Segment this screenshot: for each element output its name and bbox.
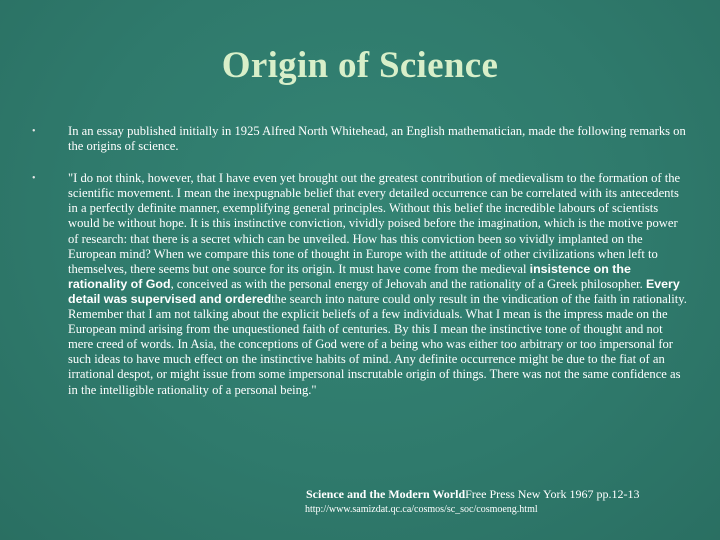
bullet-icon: • bbox=[32, 126, 36, 137]
bullet-intro-text: In an essay published initially in 1925 Alfred North Whitehead, an English mathematician, made the following remarks on the origins of science. bbox=[68, 124, 686, 154]
quote-emphasis-ordered: Every detail was supervised and ordered bbox=[68, 276, 680, 306]
citation-publisher: Free Press New York 1967 pp.12-13 bbox=[465, 487, 640, 501]
bullet-icon: • bbox=[32, 173, 36, 185]
source-url: http://www.samizdat.qc.ca/cosmos/sc_soc/cosmoeng.html bbox=[305, 504, 538, 515]
citation-book-title: Science and the Modern World bbox=[306, 487, 466, 501]
citation bbox=[306, 487, 639, 502]
quote-text-2: , conceived as with the personal energy of Jehovah and the rationality of a Greek philosopher. bbox=[170, 276, 646, 291]
bullet-list bbox=[32, 124, 688, 415]
quote-emphasis-rationality: insistence on the rationality of God bbox=[68, 261, 631, 291]
quote-text-3: the search into nature could only result in the vindication of the faith in rationality. Remember that I am not talking about the explicit beliefs of a few individuals. What I mean is the impress made on the European mind arising from the unquestioned faith of centuries. By this I mean the instinctive tone of thought and not mere creed of words. In Asia, the conceptions of God were of a being who was either too arbitrary or too impersonal for such ideas to have much effect on the instinctive habits of mind. Any definite occurrence might be due to the fiat of an irrational despot, or might issue from some impersonal inscrutable origin of things. There was not the same confidence as in the intelligible rationality of a personal being." bbox=[68, 291, 687, 397]
bullet-intro bbox=[32, 124, 688, 154]
slide-title: Origin of Science bbox=[221, 45, 499, 86]
bullet-quote bbox=[32, 171, 688, 397]
quote-text-1: "I do not think, however, that I have even yet brought out the greatest contribution of medievalism to the formation of the scientific movement. I mean the inexpugnable belief that every detailed occurrence can be correlated with its antecedents in a perfectly definite manner, exemplifying general principles. Without this belief the incredible labours of scientists would be without hope. It is this instinctive conviction, vividly poised before the imagination, which is the motive power of research: that there is a secret which can be unveiled. How has this conviction been so vividly implanted on the European mind? When we compare this tone of thought in Europe with the attitude of other civilizations when left to themselves, there seems but one source for its origin. It must have come from the medieval bbox=[68, 171, 681, 276]
